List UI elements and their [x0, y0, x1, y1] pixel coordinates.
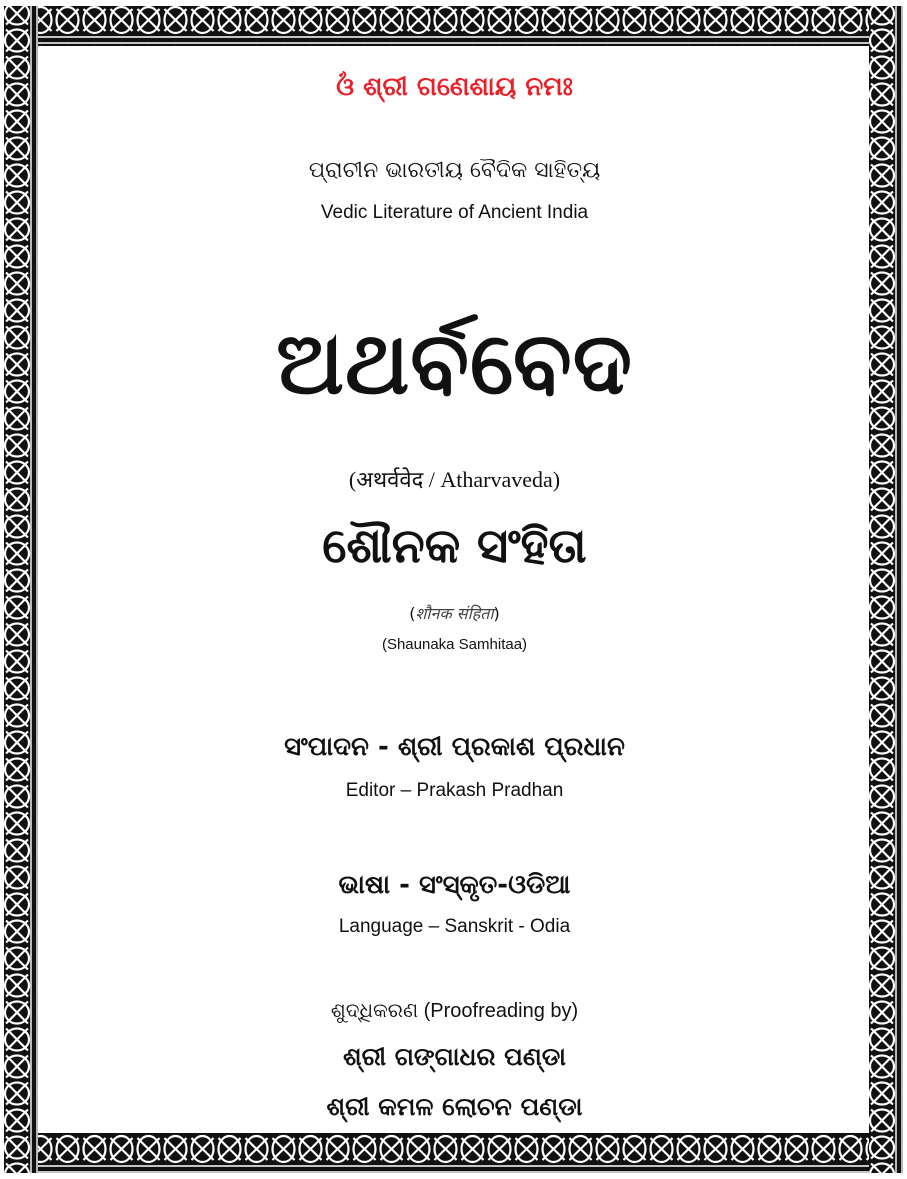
decorative-border-left — [0, 0, 44, 1179]
subtitle-odia: ଶୌନକ ସଂହିତା — [322, 518, 587, 574]
editor-credit-english: Editor – Prakash Pradhan — [345, 780, 564, 801]
series-title-odia: ପ୍ରାଚୀନ ଭାରତୀୟ ବୈଦିକ ସାହିତ୍ୟ — [308, 158, 601, 183]
invocation-text: ଓଁ ଶ୍ରୀ ଗଣେଶାୟ ନମଃ — [336, 72, 573, 102]
title-page — [44, 52, 865, 1129]
proofreader-name: ଶ୍ରୀ କମଳ ଲୋଚନ ପଣ୍ଡା — [326, 1092, 583, 1121]
book-title-transliteration: (अथर्ववेद / Atharvaveda) — [348, 467, 561, 492]
proofreading-heading-english: (Proofreading by) — [418, 1000, 579, 1022]
decorative-border-right — [865, 0, 907, 1179]
language-odia: ଭାଷା - ସଂସ୍କୃତ-ଓଡିଆ — [338, 870, 571, 900]
proofreading-heading-odia: ଶୁଦ୍ଧିକରଣ — [330, 998, 419, 1022]
decorative-border-top — [0, 0, 907, 52]
language-english: Language – Sanskrit - Odia — [338, 916, 571, 937]
proofreader-name: ଶ୍ରୀ ଗଙ୍ଗାଧର ପଣ୍ଡା — [343, 1042, 566, 1071]
subtitle-devanagari — [44, 602, 865, 624]
proofreading-heading — [44, 998, 865, 1023]
paren-close: ) — [493, 604, 500, 623]
book-title-odia: ଅଥର୍ବବେଦ — [276, 314, 633, 414]
subtitle-devanagari-text: शौनक संहिता — [415, 604, 494, 623]
series-title-english: Vedic Literature of Ancient India — [320, 202, 589, 223]
decorative-border-bottom — [0, 1129, 907, 1179]
editor-credit-odia: ସଂପାଦନ - ଶ୍ରୀ ପ୍ରକାଶ ପ୍ରଧାନ — [284, 732, 625, 762]
subtitle-english: (Shaunaka Samhitaa) — [381, 636, 528, 653]
paren-open: ( — [409, 604, 416, 623]
